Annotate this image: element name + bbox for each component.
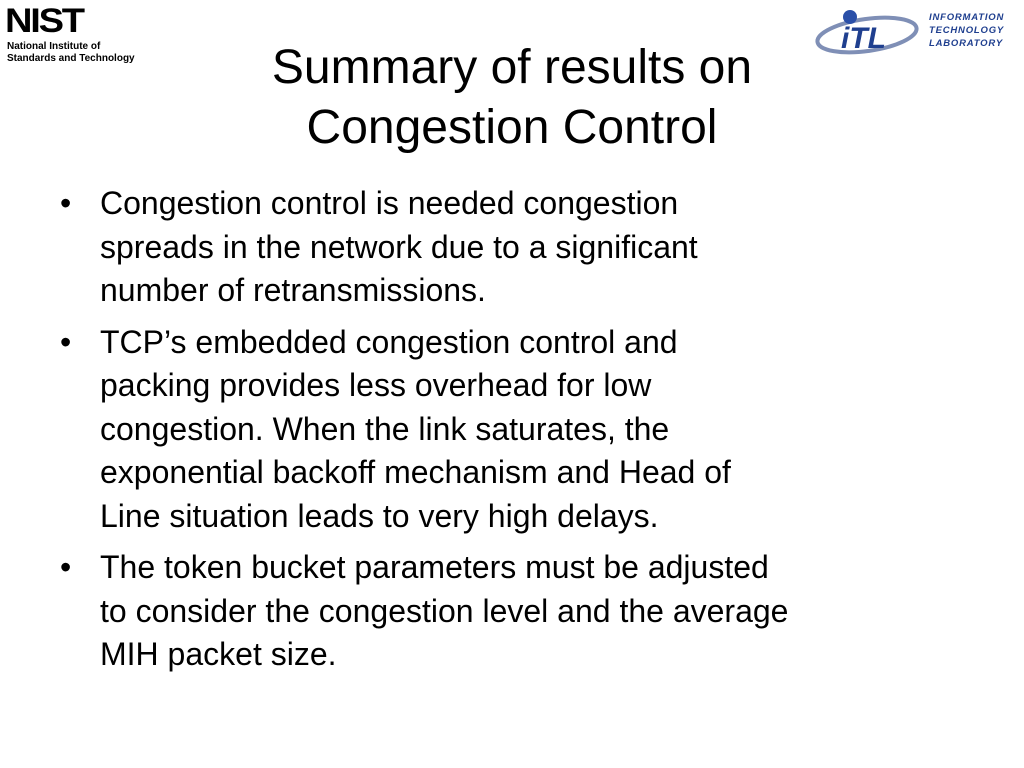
bullet-marker: •	[60, 323, 72, 360]
slide-title-line-2: Congestion Control	[306, 101, 718, 154]
nist-logo	[5, 4, 165, 68]
itl-text-line-3: LABORATORY	[929, 38, 1003, 49]
nist-subtitle-line-2: Standards and Technology	[7, 53, 135, 64]
bullet-text-line: packing provides less overhead for low	[100, 367, 652, 403]
bullet-text-line: to consider the congestion level and the average	[100, 592, 789, 629]
bullet-text-line: exponential backoff mechanism and Head of	[100, 454, 731, 490]
bullet-text-line: number of retransmissions.	[100, 272, 486, 308]
nist-subtitle-line-1: National Institute of	[7, 41, 101, 52]
bullet-list	[60, 182, 980, 685]
bullet-marker: •	[60, 549, 72, 585]
bullet-text-line: spreads in the network due to a significant	[100, 228, 698, 265]
bullet-item	[60, 546, 980, 677]
bullet-item	[60, 321, 980, 539]
slide-title-line-1: Summary of results on	[271, 41, 753, 94]
itl-mark-text: iTL	[841, 22, 886, 55]
bullet-text-line: TCP’s embedded congestion control and	[100, 323, 678, 360]
slide-title	[162, 38, 862, 158]
bullet-text-line: MIH packet size.	[100, 636, 337, 672]
nist-wordmark: NIST	[5, 2, 83, 40]
bullet-item	[60, 182, 980, 313]
bullet-text-line: The token bucket parameters must be adjusted	[100, 549, 769, 585]
bullet-text-line: Congestion control is needed congestion	[100, 185, 679, 221]
bullet-text-line: Line situation leads to very high delays.	[100, 497, 659, 534]
itl-text-line-1: INFORMATION	[929, 12, 1005, 23]
bullet-text-line: congestion. When the link saturates, the	[100, 410, 670, 447]
bullet-marker: •	[60, 185, 72, 221]
itl-text-line-2: TECHNOLOGY	[929, 25, 1005, 36]
